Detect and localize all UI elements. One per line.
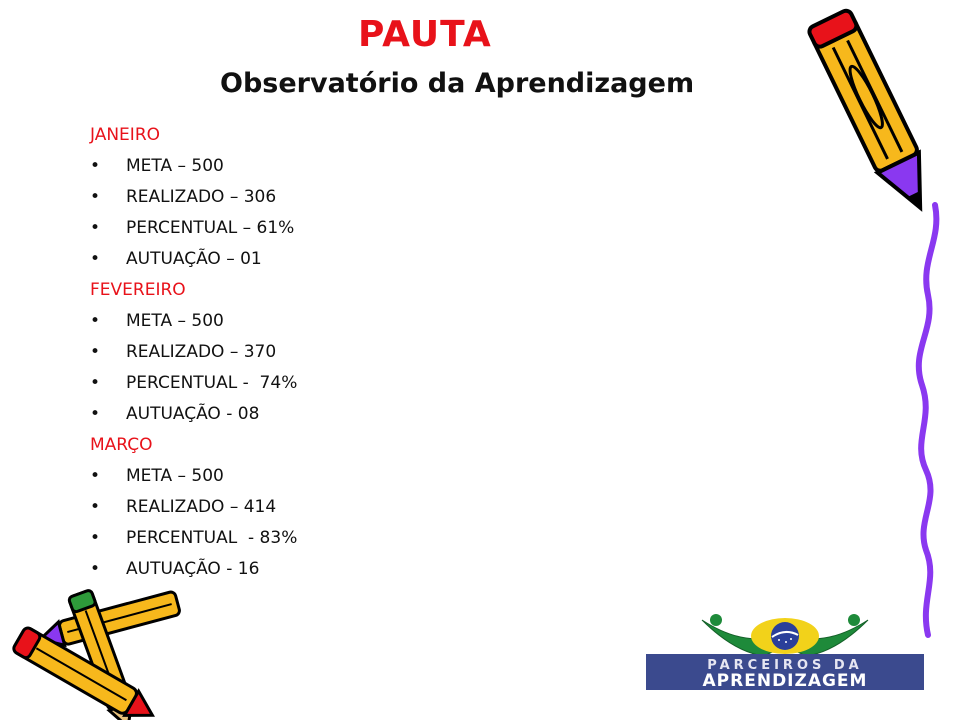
list-item-text: PERCENTUAL – 61% xyxy=(126,218,295,238)
bullet-icon: • xyxy=(90,218,101,238)
bullet-icon: • xyxy=(90,373,101,393)
bullet-icon: • xyxy=(90,311,101,331)
month-heading-marco: MARÇO xyxy=(90,435,153,455)
bullet-icon: • xyxy=(90,466,101,486)
pencil-top-right-icon xyxy=(800,0,950,230)
bullet-icon: • xyxy=(90,528,101,548)
bullet-icon: • xyxy=(90,156,101,176)
list-item xyxy=(90,372,790,403)
list-item-text: AUTUAÇÃO – 01 xyxy=(126,249,262,269)
slide-title: PAUTA xyxy=(358,14,492,55)
logo-text-line1: PARCEIROS DA xyxy=(707,658,863,673)
list-item-text: PERCENTUAL - 74% xyxy=(126,373,298,393)
bullet-icon: • xyxy=(90,404,101,424)
agenda-list xyxy=(90,124,790,589)
bullet-icon: • xyxy=(90,497,101,517)
list-item xyxy=(90,310,790,341)
list-item-text: REALIZADO – 370 xyxy=(126,342,277,362)
list-item xyxy=(90,217,790,248)
list-item-text: REALIZADO – 414 xyxy=(126,497,277,517)
list-item-text: REALIZADO – 306 xyxy=(126,187,277,207)
list-item xyxy=(90,248,790,279)
list-item xyxy=(90,155,790,186)
pencils-bottom-left-icon xyxy=(0,580,200,720)
list-item-text: PERCENTUAL - 83% xyxy=(126,528,298,548)
list-item-text: AUTUAÇÃO - 08 xyxy=(126,404,260,424)
parceiros-logo xyxy=(646,606,924,690)
list-item xyxy=(90,527,790,558)
month-heading-fevereiro: FEVEREIRO xyxy=(90,280,186,300)
list-item-text: AUTUAÇÃO - 16 xyxy=(126,559,260,579)
bullet-icon: • xyxy=(90,187,101,207)
list-item xyxy=(90,403,790,434)
list-item xyxy=(90,496,790,527)
month-heading-janeiro: JANEIRO xyxy=(90,125,161,145)
squiggle-line-decoration xyxy=(880,200,960,640)
slide-subtitle: Observatório da Aprendizagem xyxy=(220,68,695,99)
list-item-text: META – 500 xyxy=(126,311,224,331)
list-item-text: META – 500 xyxy=(126,156,224,176)
logo-text-line2: APRENDIZAGEM xyxy=(702,671,868,690)
bullet-icon: • xyxy=(90,559,101,579)
bullet-icon: • xyxy=(90,342,101,362)
list-item xyxy=(90,465,790,496)
list-item xyxy=(90,558,790,589)
list-item xyxy=(90,341,790,372)
list-item-text: META – 500 xyxy=(126,466,224,486)
list-item xyxy=(90,186,790,217)
bullet-icon: • xyxy=(90,249,101,269)
